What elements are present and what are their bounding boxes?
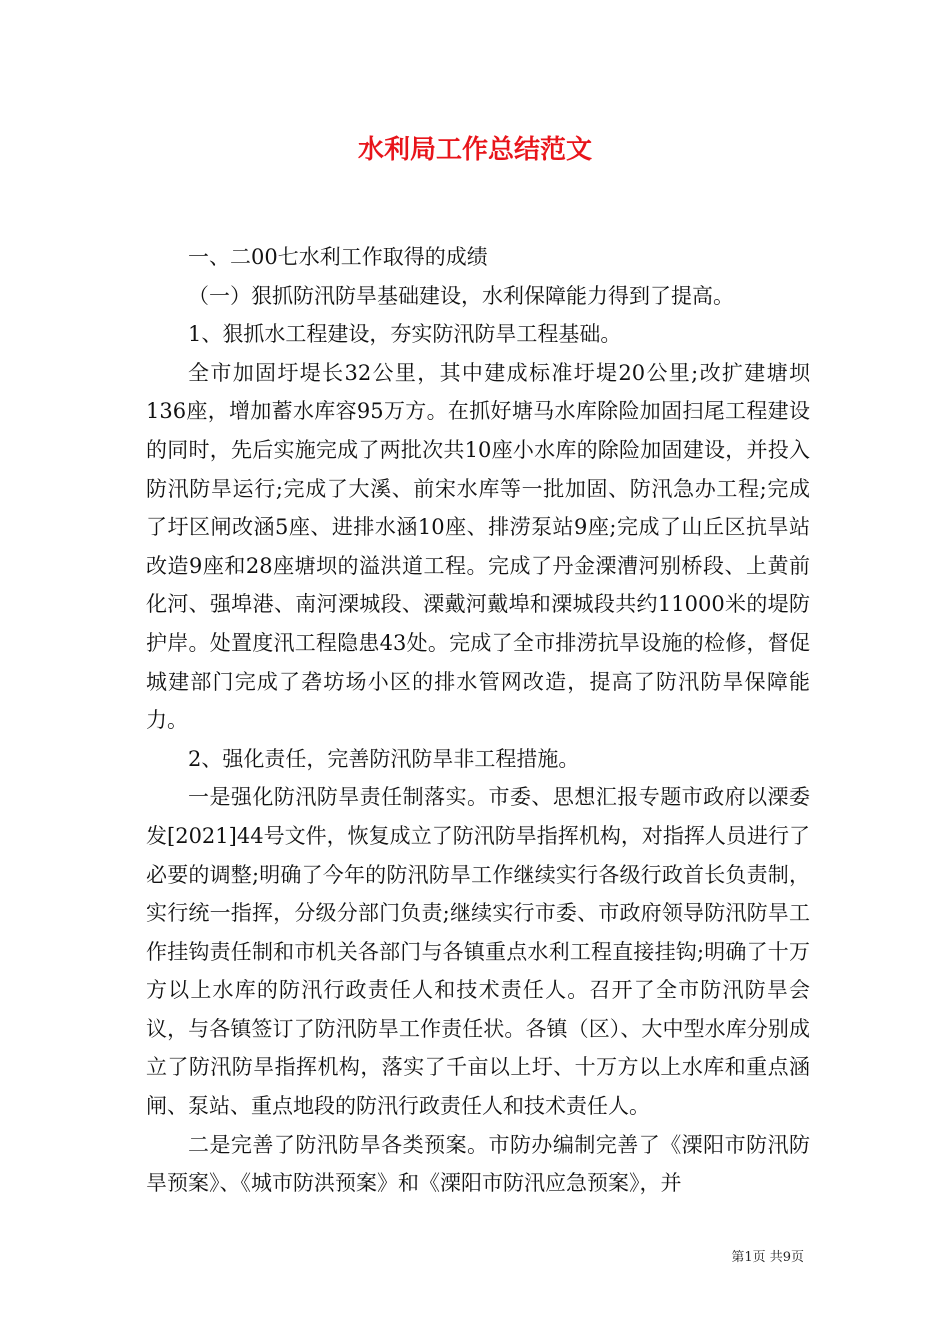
body-paragraph: 一是强化防汛防旱责任制落实。市委、思想汇报专题市政府以溧委发[2021]44号文件，恢复成立了防汛防旱指挥机构，对指挥人员进行了必要的调整;明确了今年的防汛防旱工作继续实行各级行政首长负责制，实行统一指挥，分级分部门负责;继续实行市委、市政府领导防汛防旱工作挂钩责任制和市机关各部门与各镇重点水利工程直接挂钩;明确了十万方以上水库的防汛行政责任人和技术责任人。召开了全市防汛防旱会议，与各镇签订了防汛防旱工作责任状。各镇（区）、大中型水库分别成立了防汛防旱指挥机构，落实了千亩以上圩、十万方以上水库和重点涵闸、泵站、重点地段的防汛行政责任人和技术责任人。	[146, 785, 810, 1119]
page-footer: 第1页 共9页	[731, 1250, 804, 1265]
item-heading: 2、强化责任，完善防汛防旱非工程措施。	[188, 746, 580, 771]
section-heading: 一、二00七水利工作取得的成绩	[188, 245, 488, 269]
document-title: 水利局工作总结范文	[357, 135, 592, 165]
subsection-heading: （一）狠抓防汛防旱基础建设，水利保障能力得到了提高。	[188, 283, 734, 308]
body-paragraph: 二是完善了防汛防旱各类预案。市防办编制完善了《溧阳市防汛防旱预案》、《城市防洪预案》和《溧阳市防汛应急预案》，并	[146, 1132, 810, 1196]
document-body	[146, 238, 810, 1203]
body-paragraph: 全市加固圩堤长32公里，其中建成标准圩堤20公里;改扩建塘坝136座，增加蓄水库容95万方。在抓好塘马水库除险加固扫尾工程建设的同时，先后实施完成了两批次共10座小水库的除险加固建设，并投入防汛防旱运行;完成了大溪、前宋水库等一批加固、防汛急办工程;完成了圩区闸改涵5座、进排水涵10座、排涝泵站9座;完成了山丘区抗旱站改造9座和28座塘坝的溢洪道工程。完成了丹金溧漕河别桥段、上黄前化河、强埠港、南河溧城段、溧戴河戴埠和溧城段共约11000米的堤防护岸。处置度汛工程隐患43处。完成了全市排涝抗旱设施的检修，督促城建部门完成了砻坊场小区的排水管网改造，提高了防汛防旱保障能力。	[146, 360, 810, 733]
item-heading: 1、狠抓水工程建设，夯实防汛防旱工程基础。	[188, 322, 622, 347]
